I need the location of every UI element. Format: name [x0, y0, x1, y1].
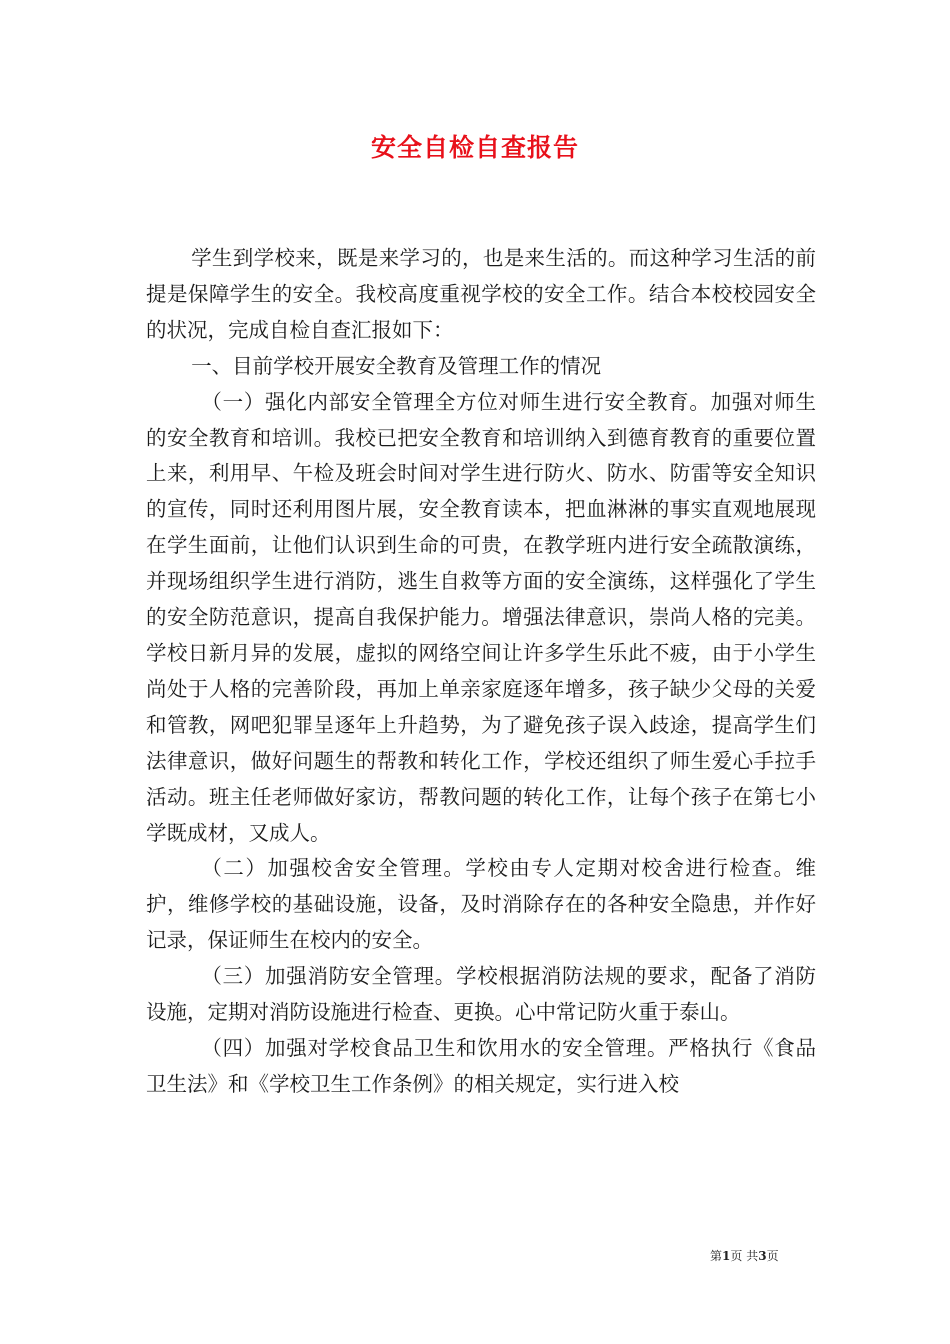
document-title: 安全自检自查报告 — [370, 133, 579, 162]
footer-suffix: 页 — [766, 1249, 779, 1263]
paragraph-item-2: （二）加强校舍安全管理。学校由专人定期对校舍进行检查。维护，维修学校的基础设施，设备，及时消除存在的各种安全隐患，并作好记录，保证师生在校内的安全。 — [146, 856, 816, 953]
page-number-footer — [710, 1247, 779, 1264]
paragraph-item-4: （四）加强对学校食品卫生和饮用水的安全管理。严格执行《食品卫生法》和《学校卫生工作条例》的相关规定，实行进入校 — [146, 1035, 816, 1096]
section-heading: 一、目前学校开展安全教育及管理工作的情况 — [191, 353, 602, 378]
paragraph-item-1: （一）强化内部安全管理全方位对师生进行安全教育。加强对师生的安全教育和培训。我校已把安全教育和培训纳入到德育教育的重要位置上来，利用早、午检及班会时间对学生进行防火、防水、防雷等安全知识的宣传，同时还利用图片展，安全教育读本，把血淋淋的事实直观地展现在学生面前，让他们认识到生命的可贵，在教学班内进行安全疏散演练，并现场组织学生进行消防，逃生自救等方面的安全演练，这样强化了学生的安全防范意识，提高自我保护能力。增强法律意识，崇尚人格的完美。学校日新月异的发展，虚拟的网络空间让许多学生乐此不疲，由于小学生尚处于人格的完善阶段，再加上单亲家庭逐年增多，孩子缺少父母的关爱和管教，网吧犯罪呈逐年上升趋势，为了避免孩子误入歧途，提高学生们法律意识，做好问题生的帮教和转化工作，学校还组织了师生爱心手拉手活动。班主任老师做好家访，帮教问题的转化工作，让每个孩子在第七小学既成材，又成人。 — [146, 389, 816, 845]
paragraph-item-3: （三）加强消防安全管理。学校根据消防法规的要求，配备了消防设施，定期对消防设施进行检查、更换。心中常记防火重于泰山。 — [146, 964, 816, 1025]
current-page-number: 1 — [722, 1249, 731, 1263]
intro-paragraph: 学生到学校来，既是来学习的，也是来生活的。而这种学习生活的前提是保障学生的安全。我校高度重视学校的安全工作。结合本校校园安全的状况，完成自检自查汇报如下： — [146, 246, 816, 342]
document-body — [146, 241, 816, 1103]
footer-middle: 页 共 — [730, 1249, 759, 1263]
footer-prefix: 第 — [710, 1249, 723, 1263]
total-page-count: 3 — [758, 1249, 767, 1263]
